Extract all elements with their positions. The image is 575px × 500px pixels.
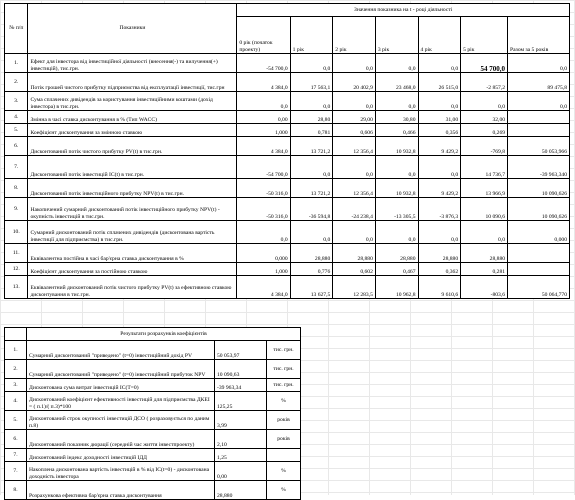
- value-cell: 0,606: [333, 124, 376, 137]
- row-label: Сума сплачених дивідендів за користування інвестиційними коштами (дохід інвестора) в тис.грн.: [28, 92, 237, 111]
- value-cell: 14 736,7: [461, 156, 508, 179]
- coefficients-title: Результати розрахунків коефіцієнтів: [27, 328, 301, 341]
- value-cell: 12 356,4: [333, 179, 376, 198]
- investment-indicators-table: [4, 3, 570, 299]
- value-cell: 9 610,6: [418, 276, 461, 299]
- value-cell: 0,00: [215, 462, 267, 481]
- row-label: Розрахункова ефективна бар'єрна ставка дисконтування: [27, 481, 215, 500]
- header-year-1: 1 рік: [290, 17, 333, 54]
- row-number: 8.: [5, 481, 27, 500]
- value-cell: 0,362: [418, 263, 461, 276]
- value-cell: -803,6: [461, 276, 508, 299]
- header-values-group: Значення показника на t - році діяльності: [237, 4, 570, 17]
- value-cell: 1,000: [237, 124, 290, 137]
- value-cell: 9 429,2: [418, 179, 461, 198]
- value-cell: 10 090,63: [215, 360, 267, 379]
- value-cell: 1,000: [237, 263, 290, 276]
- row-label: Сумарний дисконтований "приведено" (t=0) інвестиційний прибуток NPV: [27, 360, 215, 379]
- table-row: [5, 156, 570, 179]
- value-cell: 10 090,626: [508, 179, 570, 198]
- row-number: 1.: [5, 341, 27, 360]
- row-number: 7.: [5, 449, 27, 462]
- table-row: [5, 124, 570, 137]
- value-cell: 13 721,2: [290, 179, 333, 198]
- value-cell: 12 356,4: [333, 137, 376, 156]
- value-cell: -24 238,4: [333, 198, 376, 221]
- value-cell: 0,0: [375, 156, 418, 179]
- table-row: [5, 411, 301, 430]
- value-cell: 0,602: [333, 263, 376, 276]
- row-label: Дисконтований строк окупності інвестицій ДСО ( розраховується по даним п.8): [27, 411, 215, 430]
- row-number: 6.: [5, 137, 28, 156]
- value-cell: 4 384,0: [237, 276, 290, 299]
- row-label: Дисконтована сума витрат інвестицій IC(T=0): [27, 379, 215, 392]
- row-label: Еквівалентний дисконтований потік чистого прибутку PV(t) за ефективною ставкою дисконтування в тис.грн.: [28, 276, 237, 299]
- row-number: 4.: [5, 111, 28, 124]
- value-cell: 0,0: [418, 221, 461, 244]
- header-number: № п/п: [5, 4, 28, 54]
- unit-cell: %: [267, 462, 301, 481]
- value-cell: [508, 263, 570, 276]
- row-number: 5.: [5, 124, 28, 137]
- table-row: [5, 73, 570, 92]
- value-cell: 28,880: [418, 244, 461, 263]
- table-row: [5, 360, 301, 379]
- value-cell: 23 468,0: [375, 73, 418, 92]
- value-cell: 0,0: [237, 92, 290, 111]
- table-row: [5, 137, 570, 156]
- value-cell: 13 966,9: [461, 179, 508, 198]
- row-number: 10.: [5, 221, 28, 244]
- value-cell: 0,0: [333, 221, 376, 244]
- row-number: 3.: [5, 379, 27, 392]
- value-cell: 0,0: [508, 92, 570, 111]
- row-label: Дисконтований коефіцієнт ефективності інвестицій для підприємства ДКЕІ = ( п.1)/( п.3)*100: [27, 392, 215, 411]
- value-cell: 10 090,626: [508, 198, 570, 221]
- value-cell: 0,000: [237, 244, 290, 263]
- row-number: 13.: [5, 276, 28, 299]
- row-label: Сумарний дисконтований "приведено" (t=0) інвестиційний дохід PV: [27, 341, 215, 360]
- value-cell: 0,0: [290, 92, 333, 111]
- value-cell: 0,0: [375, 221, 418, 244]
- row-label: Змінна в часі ставка дисконтування в % (Тип WACC): [28, 111, 237, 124]
- row-number: 12.: [5, 263, 28, 276]
- value-cell: 0,776: [290, 263, 333, 276]
- value-cell: 10 090,6: [461, 198, 508, 221]
- value-cell: 0,00: [237, 111, 290, 124]
- value-cell: 0,0: [461, 92, 508, 111]
- table-row: [5, 92, 570, 111]
- row-number: 9.: [5, 198, 28, 221]
- value-cell: 28,880: [375, 244, 418, 263]
- value-cell: 30,80: [375, 111, 418, 124]
- value-cell: -39 963,34: [215, 379, 267, 392]
- table-row: [5, 111, 570, 124]
- value-cell: 28,880: [461, 244, 508, 263]
- value-cell: 0,0: [237, 221, 290, 244]
- table-row: [5, 449, 301, 462]
- value-cell: 0,0: [508, 54, 570, 73]
- value-cell: 28,880: [290, 244, 333, 263]
- row-label: Дисконтований потік інвестицій IC(t) в тис.грн.: [28, 156, 237, 179]
- header-indicator: Показники: [28, 4, 237, 54]
- unit-cell: %: [267, 392, 301, 411]
- table-row: [5, 481, 301, 500]
- table-row: [5, 198, 570, 221]
- table-row: [5, 430, 301, 449]
- value-cell: 0,356: [418, 124, 461, 137]
- value-cell: 9 429,2: [418, 137, 461, 156]
- value-cell: 31,00: [418, 111, 461, 124]
- value-cell: 2,10: [215, 430, 267, 449]
- header-year-6: Разом за 5 років: [508, 17, 570, 54]
- value-cell: 13 627,5: [290, 276, 333, 299]
- row-label: Коефіцієнт дисконтування за змінною ставкою: [28, 124, 237, 137]
- table-row: [5, 392, 301, 411]
- value-cell: [508, 111, 570, 124]
- value-cell: -54 700,0: [237, 54, 290, 73]
- value-cell: 17 563,1: [290, 73, 333, 92]
- value-cell: 0,0: [461, 221, 508, 244]
- header-year-0: 0 рік (початок проекту): [237, 17, 290, 54]
- row-number: 2.: [5, 360, 27, 379]
- value-cell: 0,0: [333, 156, 376, 179]
- row-number: 4.: [5, 392, 27, 411]
- value-cell: 0,0: [333, 54, 376, 73]
- unit-cell: тис. грн.: [267, 341, 301, 360]
- row-number: 7.: [5, 156, 28, 179]
- value-cell: 125,25: [215, 392, 267, 411]
- value-cell: 0,467: [375, 263, 418, 276]
- value-cell: -39 963,340: [508, 156, 570, 179]
- value-cell: 10 932,8: [375, 179, 418, 198]
- table-row: [5, 263, 570, 276]
- value-cell: 10 962,8: [375, 276, 418, 299]
- row-number: 1.: [5, 54, 28, 73]
- value-cell: 54 700,0: [461, 54, 508, 73]
- value-cell: 0,0: [290, 221, 333, 244]
- value-cell: 20 402,9: [333, 73, 376, 92]
- row-label: Ефект для інвестора від інвестиційної діяльності (внесення(-) та вилучення(+) інвестицій), тис.грн.: [28, 54, 237, 73]
- value-cell: 13 721,2: [290, 137, 333, 156]
- value-cell: 28,880: [215, 481, 267, 500]
- value-cell: 50 053,966: [508, 137, 570, 156]
- unit-cell: років: [267, 430, 301, 449]
- value-cell: 89 475,8: [508, 73, 570, 92]
- row-label: Накопичений сумарний дисконтований потік інвестиційного прибутку NPV(t) - окупність інвестицій в тис.грн.: [28, 198, 237, 221]
- value-cell: 29,00: [333, 111, 376, 124]
- value-cell: 26 515,0: [418, 73, 461, 92]
- row-number: 7.: [5, 462, 27, 481]
- value-cell: 0,0: [375, 92, 418, 111]
- unit-cell: тис. грн.: [267, 360, 301, 379]
- value-cell: -2 857,2: [461, 73, 508, 92]
- table-row: [5, 341, 301, 360]
- value-cell: 0,000: [508, 221, 570, 244]
- value-cell: 28,80: [290, 111, 333, 124]
- row-label: Сумарний дисконтований потік сплачених дивідендів (дисконтована вартість інвестиції для підприємства) в тис.грн.: [28, 221, 237, 244]
- value-cell: 0,0: [418, 156, 461, 179]
- value-cell: 0,281: [461, 263, 508, 276]
- row-number: 3.: [5, 92, 28, 111]
- table-row: [5, 54, 570, 73]
- row-number: 2.: [5, 73, 28, 92]
- value-cell: 10 932,8: [375, 137, 418, 156]
- unit-cell: років: [267, 411, 301, 430]
- row-number: 8.: [5, 179, 28, 198]
- table-row: [5, 179, 570, 198]
- value-cell: -50 316,0: [237, 198, 290, 221]
- value-cell: 12 283,5: [333, 276, 376, 299]
- value-cell: [508, 244, 570, 263]
- header-year-5: 5 рік: [461, 17, 508, 54]
- value-cell: 50 064,770: [508, 276, 570, 299]
- row-label: Дисконтований потік інвестиційного прибутку NPV(t) в тис.грн.: [28, 179, 237, 198]
- value-cell: -3 876,3: [418, 198, 461, 221]
- value-cell: 0,0: [290, 54, 333, 73]
- row-number: 11.: [5, 244, 28, 263]
- value-cell: 0,0: [418, 54, 461, 73]
- unit-cell: %: [267, 481, 301, 500]
- unit-cell: тис. грн.: [267, 379, 301, 392]
- row-number: 5.: [5, 411, 27, 430]
- coefficients-table: [4, 327, 301, 500]
- value-cell: 50 053,97: [215, 341, 267, 360]
- table-row: [5, 221, 570, 244]
- table-row: [5, 379, 301, 392]
- header-year-2: 2 рік: [333, 17, 376, 54]
- row-label: Накоплена дисконтована вартість інвестицій в % від IC(t=0) - дисконтована доходність інвестора: [27, 462, 215, 481]
- value-cell: 0,269: [461, 124, 508, 137]
- row-label: Дисконтований індекс доходності інвестицій ІДД: [27, 449, 215, 462]
- table-row: [5, 244, 570, 263]
- row-number: 6.: [5, 430, 27, 449]
- value-cell: 1,25: [215, 449, 267, 462]
- value-cell: -13 305,5: [375, 198, 418, 221]
- row-label: Коефіцієнт дисконтування за постійною ставкою: [28, 263, 237, 276]
- value-cell: -50 316,0: [237, 179, 290, 198]
- value-cell: -54 700,0: [237, 156, 290, 179]
- value-cell: 0,0: [333, 92, 376, 111]
- value-cell: 4 384,0: [237, 73, 290, 92]
- value-cell: 4 384,0: [237, 137, 290, 156]
- value-cell: [508, 124, 570, 137]
- table-row: [5, 462, 301, 481]
- value-cell: 0,466: [375, 124, 418, 137]
- value-cell: 28,880: [333, 244, 376, 263]
- row-label: Дисконтований показник дюрації (середній час життя інвестпроекту): [27, 430, 215, 449]
- header-year-4: 4 рік: [418, 17, 461, 54]
- value-cell: 0,0: [375, 54, 418, 73]
- value-cell: 0,0: [418, 92, 461, 111]
- value-cell: -36 594,8: [290, 198, 333, 221]
- value-cell: 3,99: [215, 411, 267, 430]
- row-label: Дисконтований потік чистого прибутку PV(t) в тис.грн.: [28, 137, 237, 156]
- value-cell: 0,0: [290, 156, 333, 179]
- value-cell: 0,781: [290, 124, 333, 137]
- value-cell: 32,00: [461, 111, 508, 124]
- table-row: [5, 276, 570, 299]
- row-label: Еквівалентна постійна в часі бар'єрна ставка дисконтування в %: [28, 244, 237, 263]
- unit-cell: [267, 449, 301, 462]
- value-cell: -769,8: [461, 137, 508, 156]
- row-label: Потік грошей чистого прибутку підприємства від експлуатації інвестиції, тис.грн: [28, 73, 237, 92]
- header-year-3: 3 рік: [375, 17, 418, 54]
